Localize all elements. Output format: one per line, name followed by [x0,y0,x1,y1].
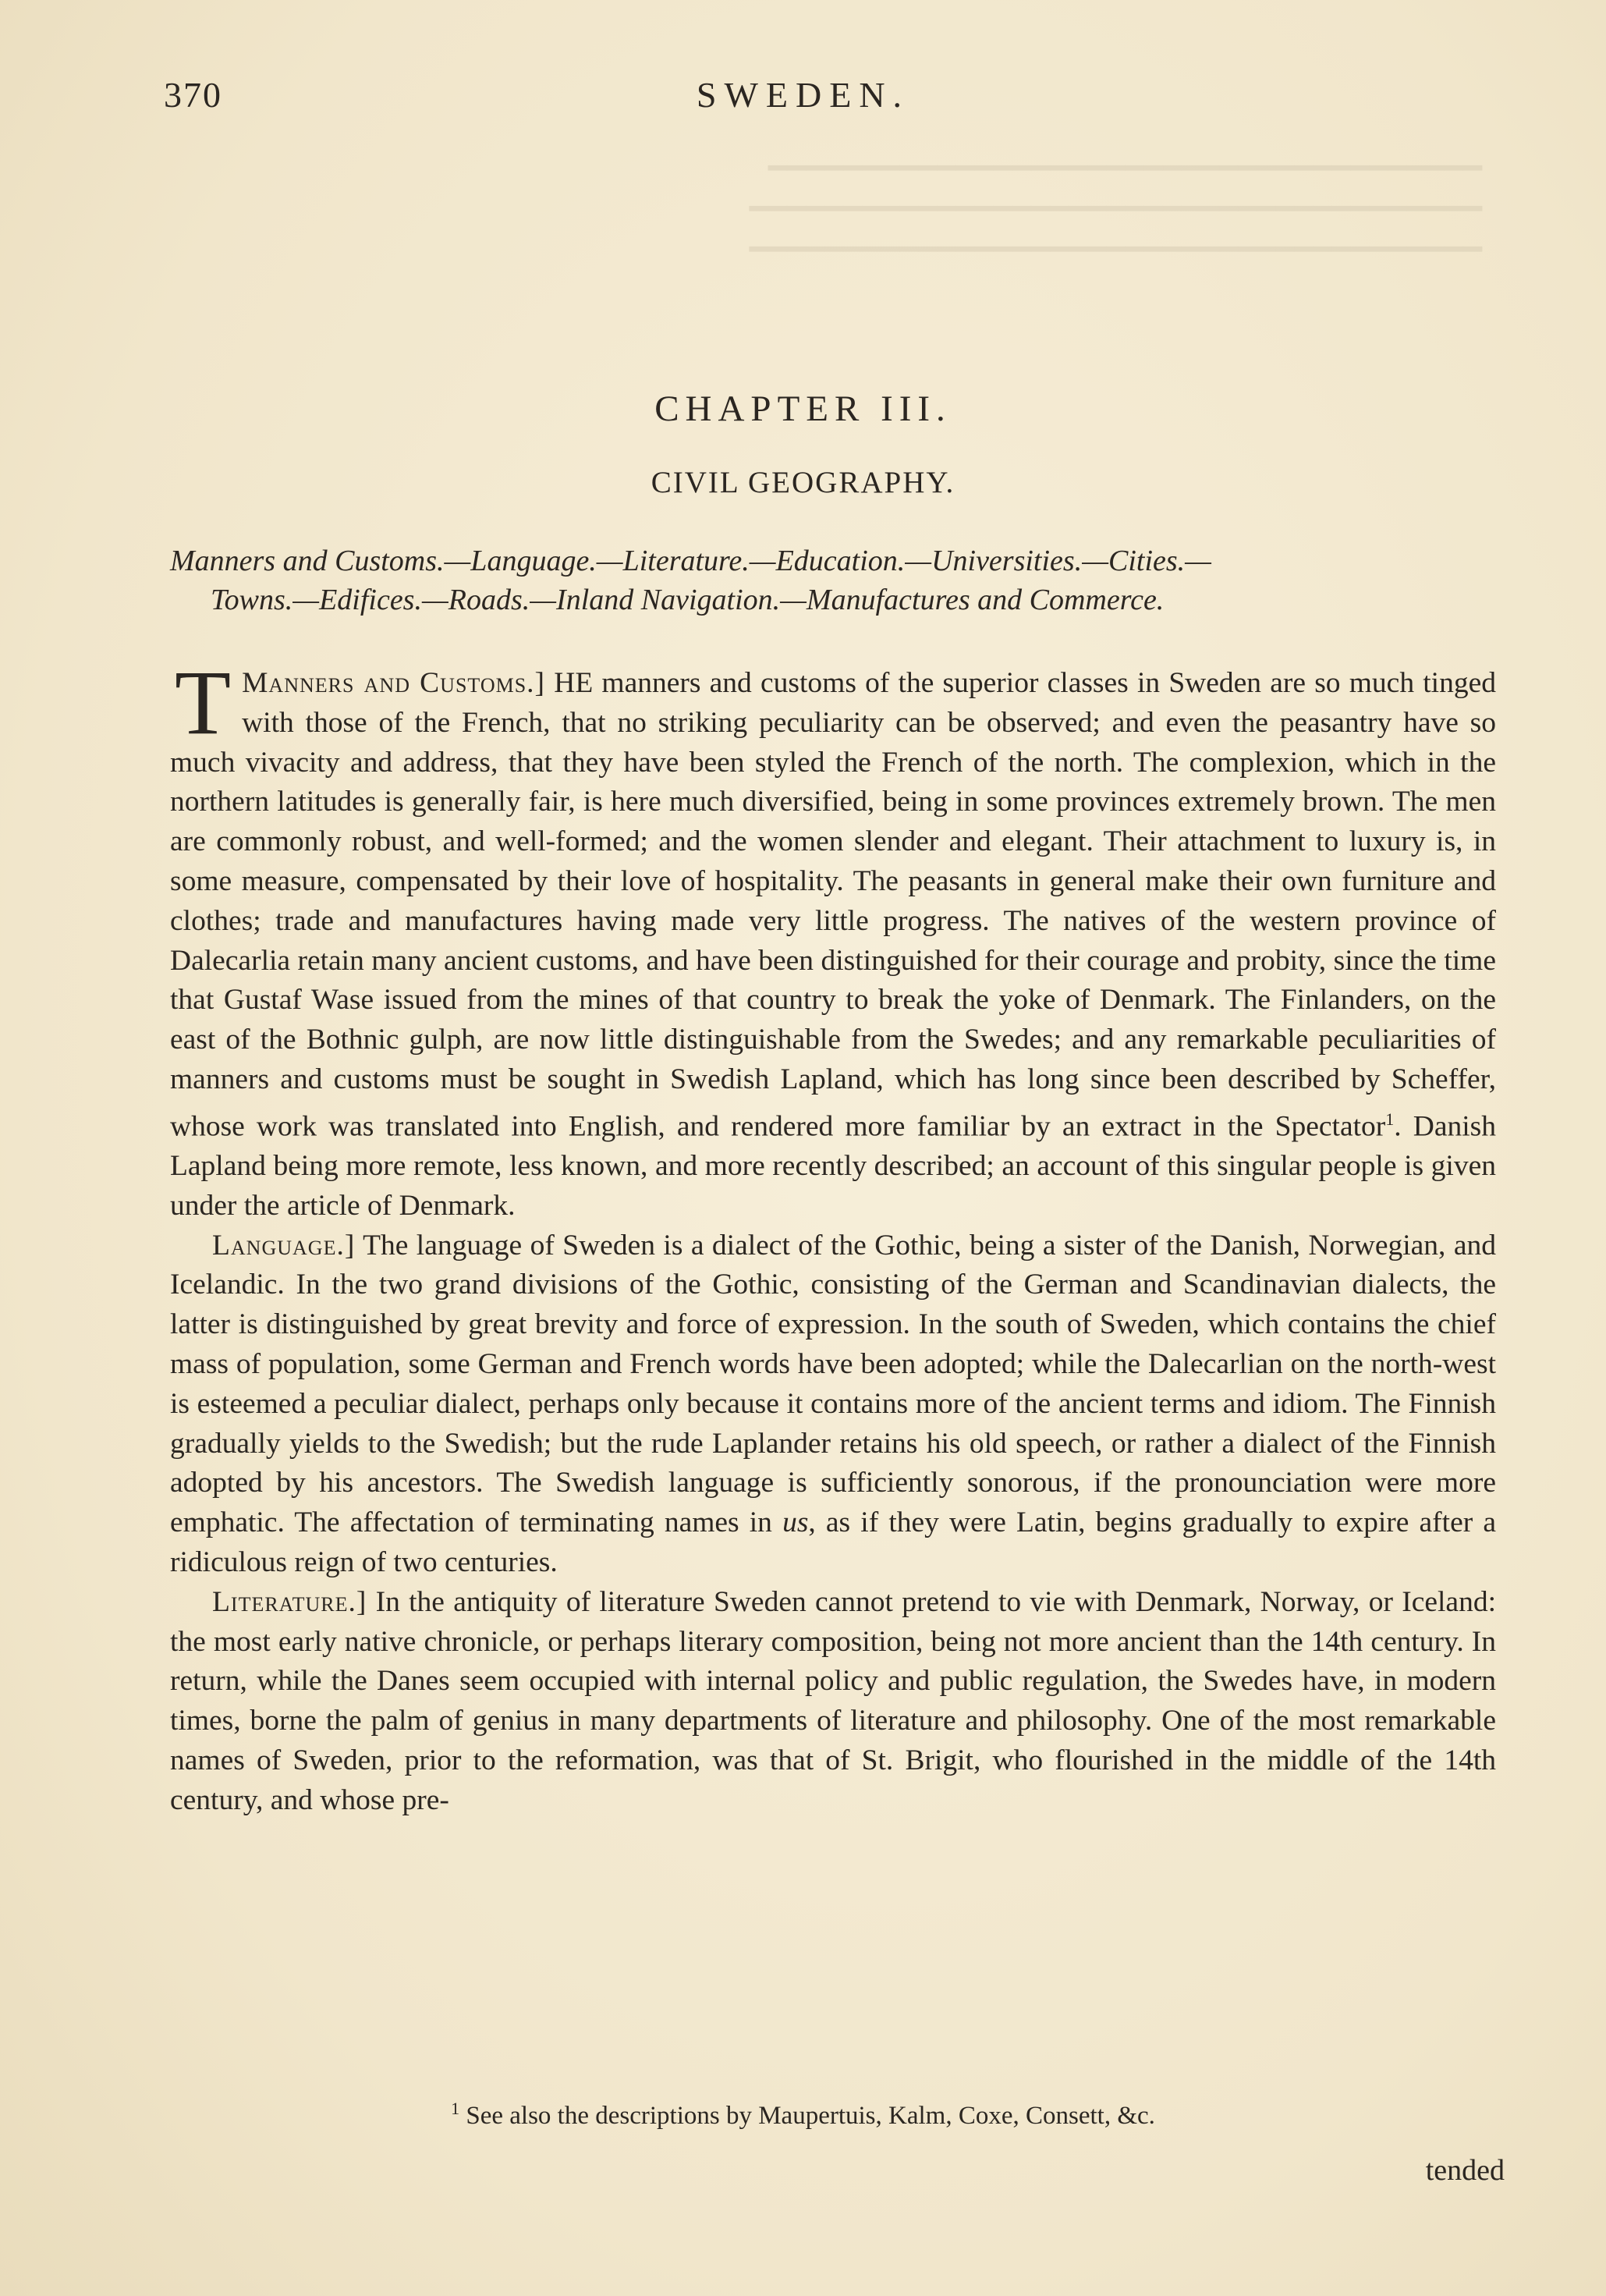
summary-line-1: Manners and Customs.—Language.—Literature.—Education.—Universities.—Cities.— [170,545,1211,577]
chapter-summary [170,541,1496,619]
section-heading-language: Language.] [212,1229,356,1262]
manners-text-end: . Danish Lapland being more remote, less known, and more recently described; an account of this singular people is given under the article of Denmark. [170,1110,1496,1222]
language-text-end: , as if they were Latin, begins gradually to expire after a ridiculous reign of two centuries. [170,1506,1496,1579]
footnote-reference: 1 [1385,1109,1395,1129]
drop-cap: T [175,651,232,754]
footnote-marker: 1 [451,2099,460,2118]
chapter-title: CHAPTER III. [654,389,952,429]
chapter-subtitle: CIVIL GEOGRAPHY. [651,466,955,499]
language-text: The language of Sweden is a dialect of the Gothic, being a sister of the Danish, Norwegian, and Icelandic. In the two grand divisions of the Gothic, consisting of the German and Scandinavian dialects, the latter is distinguished by great brevity and force of expression. In the south of Sweden, which contains the chief mass of population, some German and French words have been adopted; while the Dalecarlian on the north-west is esteemed a peculiar dialect, perhaps only because it contains more of the ancient terms and idiom. The Finnish gradually yields to the Swedish; but the rude Laplander retains his old speech, or rather a dialect of the Finnish adopted by his ancestors. The Swedish language is sufficiently sonorous, if the pronounciation were more emphatic. The affectation of terminating names in [170,1229,1496,1539]
section-heading-literature: Literature.] [212,1585,367,1618]
paragraph-language [170,1226,1496,1583]
section-heading-manners: Manners and Customs.] [242,667,546,699]
paragraph-manners [170,651,1496,1226]
literature-text: In the antiquity of literature Sweden cannot pretend to vie with Denmark, Norway, or Iceland: the most early native chronicle, or perhaps literary composition, being not more ancient than the 14th century. In return, while the Danes seem occupied with internal policy and public regulation, the Swedes have, in modern times, borne the palm of genius in many departments of literature and philosophy. One of the most remarkable names of Sweden, prior to the reformation, was that of St. Brigit, who flourished in the middle of the 14th century, and whose pre- [170,1585,1496,1816]
show-through-text: ━━━━━━━━━━━━━━━━━━━━━━━━━━━━━━━━━━━━━━ ━━━━━━━━━━━━━━━━━━━━━━━━━━━━━━━━━━━━━━━ ━━━━━━━━━━━━━━━━━━━━━━━━━━━━━━━━━━━━━━━ [749,151,1482,267]
manners-text: HE manners and customs of the superior classes in Sweden are so much tinged with those of the French, that no striking peculiarity can be observed; and even the peasantry have so much vivacity and address, that they have been styled the French of the north. The complexion, which in the northern latitudes is generally fair, is here much diversified, being in some provinces extremely brown. The men are commonly robust, and well-formed; and the women slender and elegant. Their attachment to luxury is, in some measure, compensated by their love of hospitality. The peasants in general make their own furniture and clothes; trade and manufactures having made very little progress. The natives of the western province of Dalecarlia retain many ancient customs, and have been distinguished for their courage and probity, since the time that Gustaf Wase issued from the mines of that country to break the yoke of Denmark. The Finlanders, on the east of the Bothnic gulph, are now little distinguishable from the Swedes; and any remarkable peculiarities of manners and customs must be sought in Swedish Lapland, which has long since been described by Scheffer, whose work was translated into English, and rendered more familiar by an extract in the Spectator [170,667,1496,1143]
page-number: 370 [164,75,222,115]
footnote [0,2099,1606,2131]
footnote-text: See also the descriptions by Maupertuis, Kalm, Coxe, Consett, &c. [459,2102,1155,2130]
body-text [170,651,1496,1821]
summary-line-2: Towns.—Edifices.—Roads.—Inland Navigation.—Manufactures and Commerce. [211,584,1165,616]
language-emphasis: us [782,1506,809,1539]
running-head: SWEDEN. [696,75,910,115]
paragraph-literature [170,1583,1496,1821]
catchword: tended [1425,2154,1505,2187]
